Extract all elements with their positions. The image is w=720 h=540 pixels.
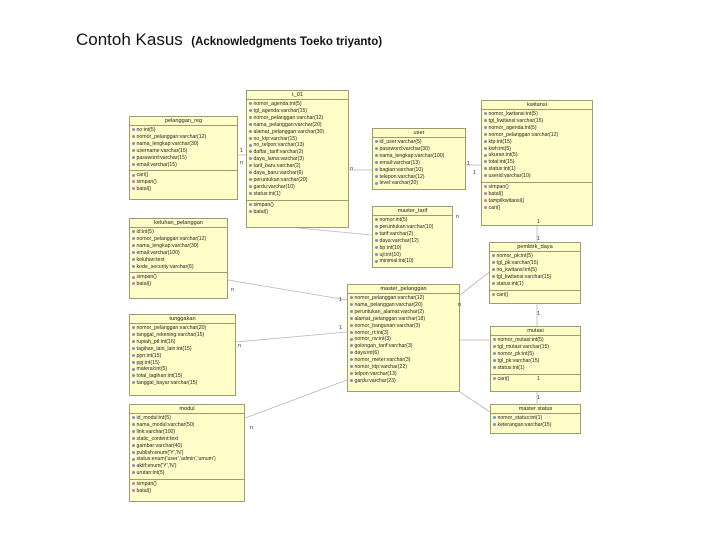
attribute-list bbox=[373, 138, 465, 189]
class-operation: cari() bbox=[492, 292, 578, 299]
class-attribute: keluhan:text bbox=[132, 257, 225, 264]
assoc-masterpel-masterstatus bbox=[460, 392, 490, 412]
class-attribute: gardu:varchar(10) bbox=[249, 184, 346, 191]
class-operation: batal() bbox=[484, 191, 590, 198]
class-attribute: email:varchar(100) bbox=[132, 250, 225, 257]
class-attribute: nomor_pk:int(5) bbox=[492, 253, 578, 260]
multiplicity-label: n bbox=[238, 343, 242, 349]
class-operation: tampilkwitansi() bbox=[484, 198, 590, 205]
class-name: master status bbox=[491, 405, 580, 414]
class-attribute: nomor_mutasi:int(5) bbox=[493, 337, 578, 344]
class-operation: cari() bbox=[484, 205, 590, 212]
class-attribute: peruntukan:varchar(10) bbox=[375, 224, 450, 231]
attribute-list bbox=[490, 252, 580, 291]
class-attribute: nomor_pelanggan:varchar(12) bbox=[350, 295, 457, 302]
title-main: Contoh Kasus bbox=[76, 30, 183, 49]
class-attribute: nama_pelanggan:varchar(20) bbox=[350, 302, 457, 309]
class-master-pelanggan bbox=[347, 284, 460, 392]
class-attribute: total_tagihan:int(15) bbox=[132, 373, 233, 380]
class-attribute: status:int(1) bbox=[492, 281, 578, 288]
attribute-list bbox=[247, 100, 348, 201]
attribute-list bbox=[491, 336, 580, 375]
class-attribute: kode_security:varchar(6) bbox=[132, 264, 225, 271]
operation-list bbox=[130, 171, 237, 195]
class-operation: simpan() bbox=[484, 184, 590, 191]
class-attribute: nomor_pk:int(5) bbox=[493, 351, 578, 358]
class-pelanggan-reg bbox=[129, 116, 238, 200]
class-operation: batal() bbox=[132, 186, 235, 193]
class-attribute: nama_pelanggan:varchar(20) bbox=[249, 122, 346, 129]
class-attribute: kwh:int(5) bbox=[484, 146, 590, 153]
multiplicity-label: 1 bbox=[467, 161, 471, 167]
class-attribute: nomor_ktp:varchar(22) bbox=[350, 364, 457, 371]
operation-list bbox=[130, 273, 227, 290]
class-master-status bbox=[490, 404, 581, 434]
class-attribute: tgl_kwitansi:varchar(15) bbox=[484, 118, 590, 125]
class-attribute: nomor_rw:int(3) bbox=[350, 336, 457, 343]
multiplicity-label: 1 bbox=[240, 148, 244, 154]
class-attribute: username:varchar(15) bbox=[132, 148, 235, 155]
multiplicity-label: 1 bbox=[537, 236, 541, 242]
class-attribute: nomor_pelanggan:varchar(12) bbox=[132, 134, 235, 141]
class-attribute: nama_lengkap:varchar(100) bbox=[375, 153, 463, 160]
class-name: kwitansi bbox=[482, 101, 592, 110]
class-attribute: daftar_tarif:varchar(2) bbox=[249, 149, 346, 156]
class-attribute: no_kwitansi:int(5) bbox=[492, 267, 578, 274]
attribute-list bbox=[482, 110, 592, 183]
class-attribute: daya_lama:varchar(3) bbox=[249, 156, 346, 163]
class-attribute: gambar:varchar(40) bbox=[132, 443, 242, 450]
class-attribute: nomor_bangunan:varchar(3) bbox=[350, 323, 457, 330]
multiplicity-label: 1 bbox=[339, 325, 343, 331]
class-attribute: total:int(15) bbox=[484, 159, 590, 166]
multiplicity-label: 1 bbox=[537, 395, 541, 401]
class-attribute: daya:varchar(12) bbox=[375, 238, 450, 245]
class-attribute: tarif_baru:varchar(2) bbox=[249, 163, 346, 170]
class-operation: simpan() bbox=[249, 202, 346, 209]
class-attribute: ujl:int(10) bbox=[375, 252, 450, 259]
class-attribute: bagian:varchar(10) bbox=[375, 167, 463, 174]
class-attribute: nomor_kwitansi:int(5) bbox=[484, 111, 590, 118]
class-attribute: telepon:varchar(12) bbox=[375, 174, 463, 181]
class-attribute: status:int(1) bbox=[493, 365, 578, 372]
attribute-list bbox=[130, 414, 244, 480]
class-attribute: id:int(5) bbox=[132, 229, 225, 236]
attribute-list bbox=[130, 126, 237, 171]
class-attribute: alamat_pelanggan:varchar(18) bbox=[350, 316, 457, 323]
class-attribute: userid:varchar(10) bbox=[484, 173, 590, 180]
class-attribute: ppn:int(15) bbox=[132, 353, 233, 360]
operation-list bbox=[130, 480, 244, 497]
class-attribute: status:int(1) bbox=[249, 191, 346, 198]
class-attribute: no:int(5) bbox=[132, 127, 235, 134]
class-attribute: tanggal_rekening:varchar(15) bbox=[132, 332, 233, 339]
multiplicity-label: 1 bbox=[537, 311, 541, 317]
class-name: keluhan_pelanggan bbox=[130, 219, 227, 228]
class-attribute: alamat_pelanggan:varchar(30) bbox=[249, 129, 346, 136]
multiplicity-label: n bbox=[231, 287, 235, 293]
class-attribute: tagihan_lain_lain:int(15) bbox=[132, 346, 233, 353]
class-operation: batal() bbox=[132, 488, 242, 495]
class-name: pembtrk_daya bbox=[490, 243, 580, 252]
class-operation: simpan() bbox=[132, 179, 235, 186]
multiplicity-label: 1 bbox=[473, 170, 477, 176]
class-attribute: nomor_agenda:int(5) bbox=[249, 101, 346, 108]
class-attribute: daya:int(6) bbox=[350, 350, 457, 357]
class-attribute: id_user:varchar(5) bbox=[375, 139, 463, 146]
class-attribute: tarif:varchar(2) bbox=[375, 231, 450, 238]
attribute-list bbox=[491, 414, 580, 431]
class-attribute: email:varchar(15) bbox=[132, 162, 235, 169]
class-attribute: level:varchar(20) bbox=[375, 180, 463, 187]
class-attribute: nomor_agenda:int(5) bbox=[484, 125, 590, 132]
class-attribute: tgl_pk:varchar(15) bbox=[492, 260, 578, 267]
assoc-pemb-masterpel bbox=[460, 270, 492, 295]
class-attribute: nomor_rt:int(3) bbox=[350, 330, 457, 337]
class-attribute: nomor_pelanggan:varchar(12) bbox=[249, 115, 346, 122]
class-attribute: urutan:int(5) bbox=[132, 470, 242, 477]
multiplicity-label: n bbox=[350, 166, 354, 172]
class-attribute: no_telpon:varchar(13) bbox=[249, 142, 346, 149]
class-operation: cari() bbox=[132, 172, 235, 179]
class-attribute: status:int(1) bbox=[484, 166, 590, 173]
class-attribute: gardu:varchar(23) bbox=[350, 378, 457, 385]
multiplicity-label: 1 bbox=[537, 219, 541, 225]
class-attribute: tgl_mutasi:varchar(15) bbox=[493, 344, 578, 351]
class-pembtrk-daya bbox=[489, 242, 581, 304]
class-keluhan-pelanggan bbox=[129, 218, 228, 299]
multiplicity-label: n bbox=[240, 160, 244, 166]
class-attribute: password:varchar(15) bbox=[132, 155, 235, 162]
class-operation: simpan() bbox=[132, 481, 242, 488]
class-name: master_pelanggan bbox=[348, 285, 459, 294]
class-attribute: nomor_pelanggan:varchar(20) bbox=[132, 325, 233, 332]
class-attribute: materai:int(5) bbox=[132, 366, 233, 373]
class-name: pelanggan_reg bbox=[130, 117, 237, 126]
operation-list bbox=[491, 375, 580, 385]
attribute-list bbox=[130, 228, 227, 273]
class-attribute: publish:enum('Y','N') bbox=[132, 450, 242, 457]
multiplicity-label: 1 bbox=[339, 297, 343, 303]
class-attribute: nama_lengkap:varchar(30) bbox=[132, 141, 235, 148]
class-attribute: password:varchar(30) bbox=[375, 146, 463, 153]
class-attribute: nama_lengkap:varchar(30) bbox=[132, 243, 225, 250]
class-attribute: tgl_kwitansi:varchar(15) bbox=[492, 274, 578, 281]
class-attribute: rupiah_ptl:int(16) bbox=[132, 339, 233, 346]
class-attribute: nomor:int(5) bbox=[375, 217, 450, 224]
multiplicity-label: n bbox=[250, 425, 254, 431]
class-tunggakan bbox=[129, 314, 236, 396]
multiplicity-label: n bbox=[458, 302, 462, 308]
class-attribute: ukuran:int(5) bbox=[484, 152, 590, 159]
class-name: tunggakan bbox=[130, 315, 235, 324]
class-attribute: golongan_tarif:varchar(3) bbox=[350, 343, 457, 350]
class-attribute: static_content:text bbox=[132, 436, 242, 443]
class-attribute: nomor_pelanggan:varchar(12) bbox=[484, 132, 590, 139]
multiplicity-label: 1 bbox=[537, 376, 541, 382]
class-name: t_01 bbox=[247, 91, 348, 100]
class-attribute: peruntukan_alamat:varchar(2) bbox=[350, 309, 457, 316]
class-attribute: aktif:enum('Y','N') bbox=[132, 463, 242, 470]
class-attribute: id_modul:int(5) bbox=[132, 415, 242, 422]
class-attribute: nomor_pelanggan:varchar(12) bbox=[132, 236, 225, 243]
class-attribute: peruntukan:varchar(20) bbox=[249, 177, 346, 184]
class-modul bbox=[129, 404, 245, 502]
class-attribute: email:varchar(13) bbox=[375, 160, 463, 167]
attribute-list bbox=[348, 294, 462, 387]
class-attribute: status:enum('user','admin','umum') bbox=[132, 456, 242, 463]
class-attribute: tgl_pk:varchar(15) bbox=[493, 358, 578, 365]
class-name: modul bbox=[130, 405, 244, 414]
operation-list bbox=[490, 291, 580, 301]
title-sub: (Acknowledgments Toeko triyanto) bbox=[191, 36, 383, 48]
class-attribute: tgl_agenda:varchar(15) bbox=[249, 108, 346, 115]
class-attribute: bp:int(10) bbox=[375, 245, 450, 252]
multiplicity-label: n bbox=[456, 214, 460, 220]
class-mutasi bbox=[490, 326, 581, 392]
class-kwitansi bbox=[481, 100, 593, 226]
class-operation: batal() bbox=[132, 281, 225, 288]
assoc-t01-mastertarif bbox=[298, 228, 372, 235]
assoc-keluhan-masterpel bbox=[228, 280, 347, 300]
class-attribute: daya_baru:varchar(6) bbox=[249, 170, 346, 177]
class-attribute: tanggal_bayar:varchar(15) bbox=[132, 380, 233, 387]
attribute-list bbox=[373, 216, 452, 267]
class-attribute: nomor_status:int(1) bbox=[493, 415, 578, 422]
class-attribute: keterangan:varchar(15) bbox=[493, 422, 578, 429]
operation-list bbox=[247, 201, 348, 218]
class-name: mutasi bbox=[491, 327, 580, 336]
class-attribute: link:varchar(100) bbox=[132, 429, 242, 436]
class-attribute: nomor_meter:varchar(3) bbox=[350, 357, 457, 364]
attribute-list bbox=[130, 324, 235, 389]
class-master-tarif bbox=[372, 206, 453, 268]
class-attribute: telpon:varchar(13) bbox=[350, 371, 457, 378]
class-attribute: nama_modul:varchar(50) bbox=[132, 422, 242, 429]
class-attribute: no_ktp:varchar(15) bbox=[249, 136, 346, 143]
class-operation: simpan() bbox=[132, 274, 225, 281]
class-operation: cari() bbox=[493, 376, 578, 383]
assoc-modul-masterpel bbox=[245, 380, 347, 418]
class-attribute: ktp:int(15) bbox=[484, 139, 590, 146]
class-attribute: ppj:int(15) bbox=[132, 360, 233, 367]
class-user bbox=[372, 128, 466, 190]
class-name: user bbox=[373, 129, 465, 138]
class-operation: batal() bbox=[249, 209, 346, 216]
operation-list bbox=[482, 183, 592, 214]
class-t01 bbox=[246, 90, 349, 228]
assoc-tunggakan-masterpel bbox=[236, 332, 347, 342]
class-name: master_tarif bbox=[373, 207, 452, 216]
class-attribute: minimal:int(10) bbox=[375, 258, 450, 265]
